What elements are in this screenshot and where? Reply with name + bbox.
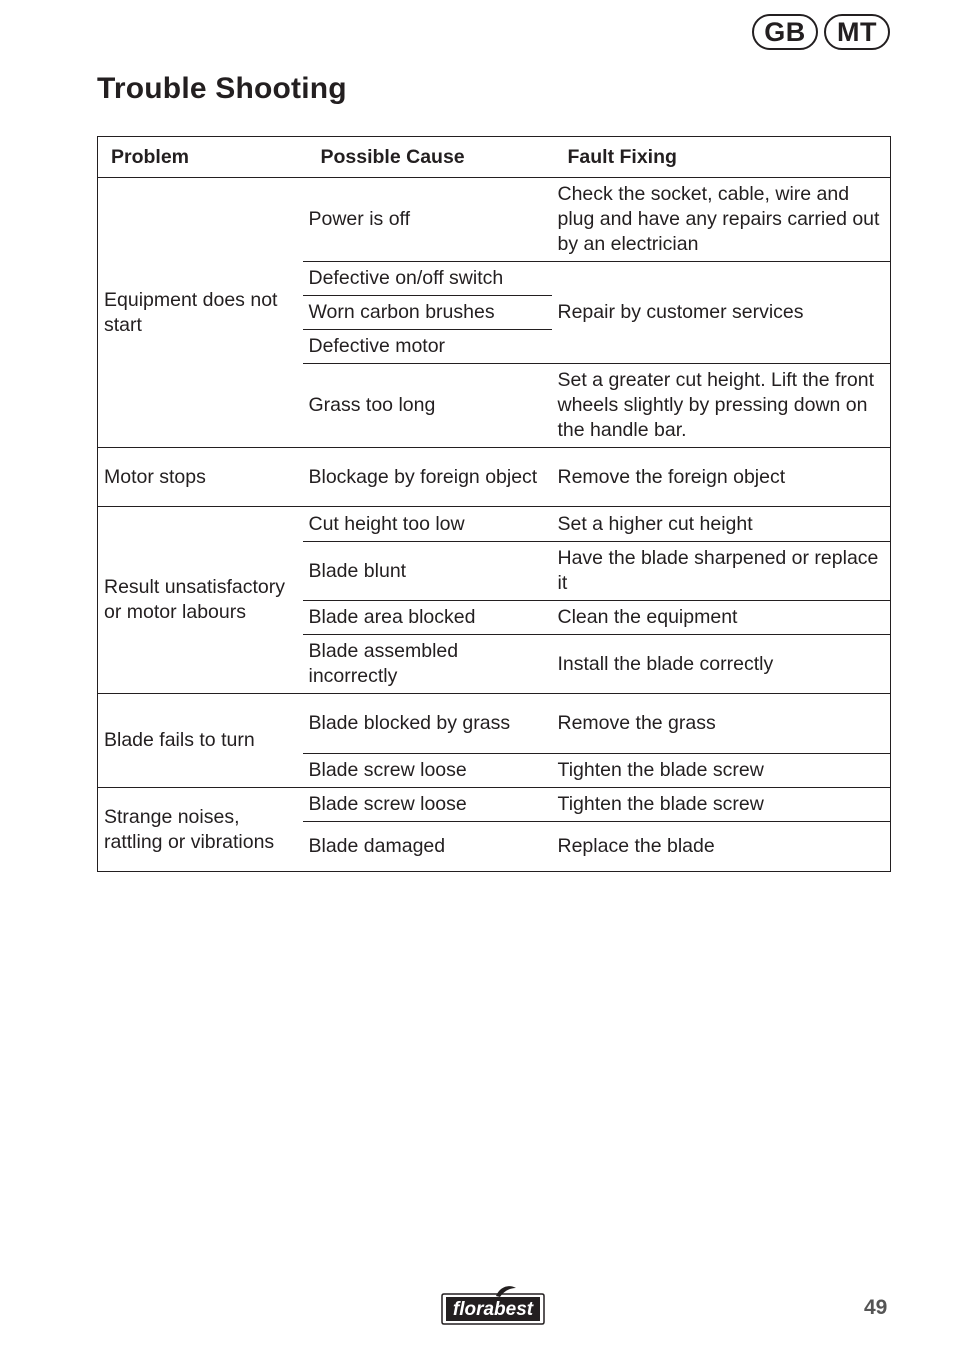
cause-cell: Blade screw loose xyxy=(303,754,552,788)
cause-cell: Blade damaged xyxy=(303,822,552,872)
language-badges xyxy=(752,14,890,50)
problem-cell: Equipment does not start xyxy=(104,288,278,336)
table-row xyxy=(98,788,891,822)
fix-cell: Tighten the blade screw xyxy=(552,788,891,822)
page-number: 49 xyxy=(864,1296,888,1319)
column-header-problem: Problem xyxy=(98,137,303,178)
problem-cell: Motor stops xyxy=(98,448,303,507)
florabest-logo xyxy=(438,1282,548,1326)
lang-badge-gb: GB xyxy=(752,14,818,50)
cause-cell: Defective motor xyxy=(303,330,552,364)
cause-cell: Power is off xyxy=(308,208,411,230)
cause-cell: Worn carbon brushes xyxy=(303,296,552,330)
problem-cell: Strange noises, rattling or vibrations xyxy=(98,788,303,872)
troubleshooting-table xyxy=(97,136,891,872)
table-row xyxy=(98,448,891,507)
fix-cell: Tighten the blade screw xyxy=(552,754,891,788)
cause-cell: Grass too long xyxy=(303,364,552,448)
fix-cell: Clean the equipment xyxy=(552,601,891,635)
cause-cell: Blade assembled incorrectly xyxy=(303,635,552,694)
table-row xyxy=(98,507,891,542)
florabest-logo-text: florabest xyxy=(452,1299,534,1320)
table-header-row xyxy=(98,137,891,178)
cause-cell: Blade blocked by grass xyxy=(303,694,552,754)
fix-cell: Replace the blade xyxy=(552,822,891,872)
cause-cell: Blade area blocked xyxy=(303,601,552,635)
cause-cell: Blade blunt xyxy=(303,542,552,601)
fix-cell: Check the socket, cable, wire and plug and have any repairs carried out by an electrician xyxy=(557,183,880,255)
fix-cell: Set a greater cut height. Lift the front wheels slightly by pressing down on the handle bar. xyxy=(552,364,891,448)
fix-cell: Remove the foreign object xyxy=(552,448,891,507)
cause-cell: Blade screw loose xyxy=(303,788,552,822)
page-title: Trouble Shooting xyxy=(97,72,347,105)
table-row xyxy=(98,178,891,262)
fix-cell: Set a higher cut height xyxy=(552,507,891,542)
fix-cell: Repair by customer services xyxy=(552,262,891,364)
column-header-possible-cause: Possible Cause xyxy=(303,137,552,178)
column-header-fault-fixing: Fault Fixing xyxy=(552,137,891,178)
lang-badge-mt: MT xyxy=(824,14,890,50)
cause-cell: Cut height too low xyxy=(303,507,552,542)
fix-cell: Have the blade sharpened or replace it xyxy=(552,542,891,601)
fix-cell: Remove the grass xyxy=(552,694,891,754)
problem-cell: Blade fails to turn xyxy=(98,694,303,788)
problem-cell: Result unsatisfactory or motor labours xyxy=(98,507,303,694)
fix-cell: Install the blade correctly xyxy=(552,635,891,694)
florabest-logo-mark xyxy=(438,1282,548,1326)
table-row xyxy=(98,694,891,754)
cause-cell: Defective on/off switch xyxy=(303,262,552,296)
cause-cell: Blockage by foreign object xyxy=(303,448,552,507)
